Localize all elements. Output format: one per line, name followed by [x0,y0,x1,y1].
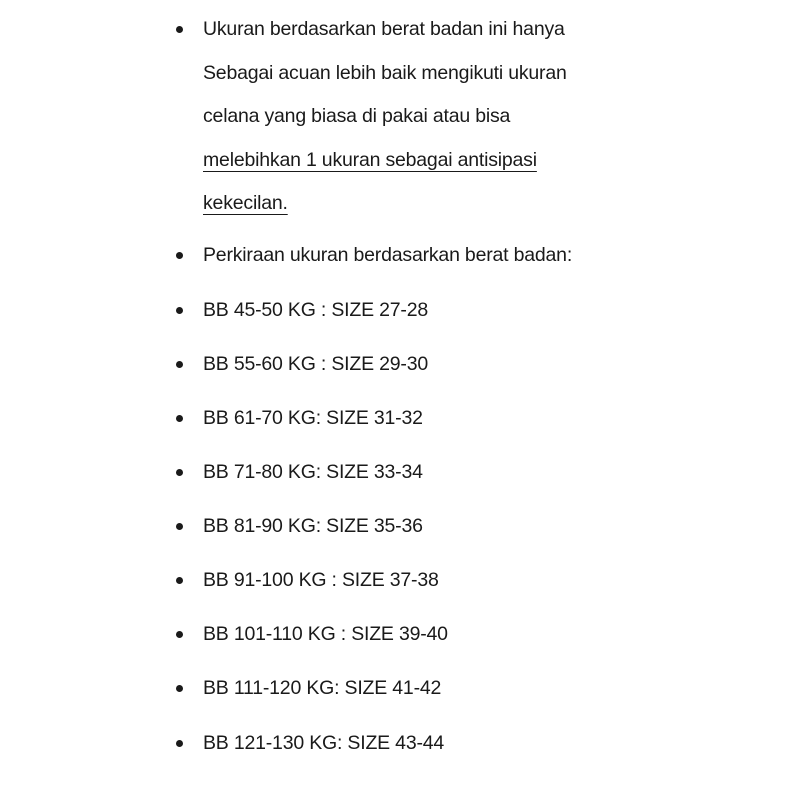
size-text: BB 91-100 KG : SIZE 37-38 [203,569,439,591]
note-line: Ukuran berdasarkan berat badan ini hanya [203,18,565,40]
size-text: BB 111-120 KG: SIZE 41-42 [203,677,442,699]
note-line: celana yang biasa di pakai atau bisa [203,105,511,127]
size-text: BB 81-90 KG: SIZE 35-36 [203,515,423,537]
estimate-heading: Perkiraan ukuran berdasarkan berat badan: [203,244,573,266]
bullet-icon [176,631,183,638]
size-text: BB 45-50 KG : SIZE 27-28 [203,299,428,321]
bullet-icon [176,415,183,422]
bullet-icon [176,307,183,314]
bullet-icon [176,361,183,368]
size-text: BB 121-130 KG: SIZE 43-44 [203,732,445,754]
note-line-underlined: kekecilan. [203,192,288,214]
note-line: Sebagai acuan lebih baik mengikuti ukuran [203,61,567,84]
bullet-icon [176,740,183,747]
note-line-underlined: melebihkan 1 ukuran sebagai antisipasi [203,148,537,171]
note-text [203,15,763,233]
size-text: BB 71-80 KG: SIZE 33-34 [203,461,423,483]
bullet-icon [176,469,183,476]
bullet-icon [176,577,183,584]
bullet-icon [176,252,183,259]
size-text: BB 55-60 KG : SIZE 29-30 [203,353,428,375]
bullet-icon [176,523,183,530]
size-text: BB 61-70 KG: SIZE 31-32 [203,407,423,429]
bullet-icon [176,685,183,692]
size-text: BB 101-110 KG : SIZE 39-40 [203,623,448,645]
bullet-icon [176,26,183,33]
